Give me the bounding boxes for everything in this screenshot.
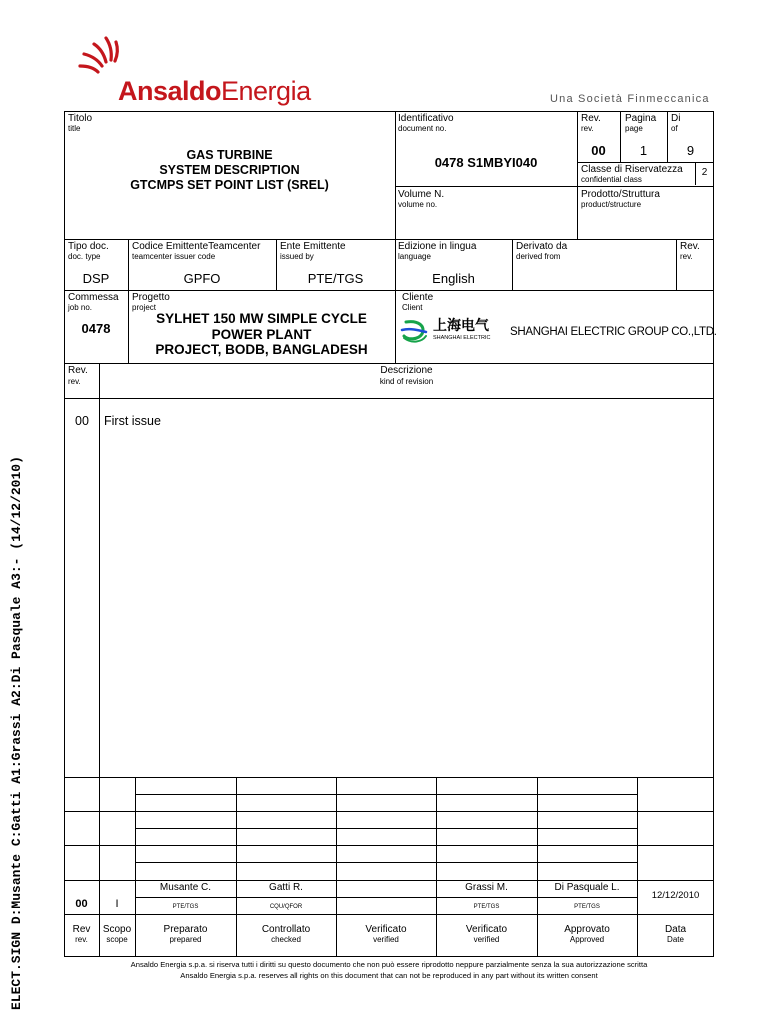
sig-rev-label: Rev rev. — [72, 924, 91, 944]
issued-by-label: issued by — [280, 252, 314, 261]
derived-from-label: derived from — [516, 252, 561, 261]
derivato-label: Derivato da — [516, 241, 568, 252]
verified-2-name: Grassi M. — [465, 882, 508, 893]
job-no-value: 0478 — [81, 321, 111, 336]
document-no-label: document no. — [398, 124, 447, 133]
volume-label-en: volume no. — [398, 200, 438, 209]
sig-date-label: Data Date — [664, 924, 687, 944]
cliente-label: Cliente — [402, 292, 434, 303]
kind-of-revision-label: kind of revision — [379, 377, 434, 386]
signature-scope-value: I — [115, 898, 119, 910]
rev-column-label-en: rev. — [68, 377, 81, 386]
ente-label: Ente Emittente — [280, 241, 346, 252]
page-label-en: page — [625, 124, 643, 133]
language-value: English — [432, 271, 475, 286]
prodotto-label: Prodotto/Struttura — [581, 189, 660, 200]
title-label-en: title — [68, 124, 81, 133]
electronic-signature-stamp: ELECT.SIGN D:Musante C:Gatti A1:Grassi A2:Di Pasquale A3:- (14/12/2010) — [9, 456, 24, 1010]
logo-swoosh-icon — [76, 34, 130, 82]
document-number: 0478 S1MBYI040 — [434, 155, 538, 170]
issuer-code-value: GPFO — [183, 271, 221, 286]
prepared-by-name: Musante C. — [159, 882, 212, 893]
issued-by-value: PTE/TGS — [307, 271, 364, 286]
tagline: Una Società Finmeccanica — [550, 93, 710, 105]
client-logo-english: SHANGHAI ELECTRIC — [433, 335, 491, 341]
signature-date: 12/12/2010 — [651, 890, 700, 901]
doc-type-value: DSP — [82, 271, 110, 286]
verified-2-dept: PTE/TGS — [473, 904, 500, 910]
client-label-en: Client — [402, 303, 423, 312]
rev-value: 00 — [591, 143, 606, 158]
project-label-en: project — [132, 303, 157, 312]
pagina-label: Pagina — [625, 113, 657, 124]
revision-entry-rev: 00 — [75, 414, 89, 428]
sig-verified-2-label: Verificato verified — [465, 924, 508, 944]
di-label: Di — [671, 113, 681, 124]
tipo-doc-label: Tipo doc. — [68, 241, 109, 252]
job-no-label: job no. — [68, 303, 93, 312]
client-logo — [400, 318, 510, 348]
rev-label-en: rev. — [581, 124, 594, 133]
product-structure-label: product/structure — [581, 200, 642, 209]
page-value: 1 — [639, 143, 648, 158]
sig-approved-label: Approvato Approved — [564, 924, 610, 944]
company-name: AnsaldoEnergia — [118, 76, 311, 106]
sig-verified-1-label: Verificato verified — [365, 924, 407, 944]
shanghai-electric-logo-icon — [400, 318, 430, 346]
sig-checked-label: Controllato checked — [261, 924, 311, 944]
revision-entry-description: First issue — [104, 414, 161, 428]
progetto-label: Progetto — [132, 292, 170, 303]
titolo-label: Titolo — [68, 113, 93, 124]
footer-copyright-en: Ansaldo Energia s.p.a. reserves all rights on this document that can not be reproduced in any part without its written consent — [180, 971, 598, 980]
codice-label: Codice EmittenteTeamcenter — [132, 241, 261, 252]
rev2-label-en: rev. — [680, 252, 693, 261]
identificativo-label: Identificativo — [398, 113, 454, 124]
prepared-by-dept: PTE/TGS — [172, 904, 199, 910]
checked-by-name: Gatti R. — [269, 882, 303, 893]
volume-label: Volume N. — [398, 189, 445, 200]
issuer-code-label: teamcenter issuer code — [132, 252, 216, 261]
confidential-class-label: confidential class — [581, 175, 642, 184]
classe-label: Classe di Riservatezza — [581, 164, 683, 175]
doc-type-label: doc. type — [68, 252, 101, 261]
client-logo-chinese: 上海电气 — [433, 318, 489, 334]
language-label: language — [398, 252, 431, 261]
document-title: GAS TURBINE SYSTEM DESCRIPTION GTCMPS SET POINT LIST (SREL) — [130, 148, 329, 192]
of-value: 9 — [686, 143, 695, 158]
rev-label: Rev. — [581, 113, 601, 124]
of-label-en: of — [671, 124, 678, 133]
approved-by-name: Di Pasquale L. — [554, 882, 620, 893]
confidential-class-value: 2 — [701, 167, 708, 178]
client-name: SHANGHAI ELECTRIC GROUP CO.,LTD. — [510, 326, 717, 338]
descrizione-label: Descrizione — [380, 365, 433, 376]
commessa-label: Commessa — [68, 292, 119, 303]
checked-by-dept: CQU/QFOR — [269, 904, 303, 910]
revision-table-body — [64, 398, 714, 778]
rev-column-label: Rev. — [68, 365, 88, 376]
project-name: SYLHET 150 MW SIMPLE CYCLE POWER PLANT PROJECT, BODB, BANGLADESH — [155, 311, 368, 357]
lingua-label: Edizione in lingua — [398, 241, 477, 252]
signature-rev-value: 00 — [75, 898, 88, 910]
sig-scope-label: Scopo scope — [102, 924, 132, 944]
approved-by-dept: PTE/TGS — [574, 904, 600, 910]
sig-prepared-label: Preparato prepared — [163, 924, 208, 944]
company-logo — [74, 34, 311, 106]
footer-copyright-it: Ansaldo Energia s.p.a. si riserva tutti i diritti su questo documento che non può essere riprodotto neppure parzialmente senza la sua autorizzazione scritta — [130, 960, 648, 969]
rev2-label: Rev. — [680, 241, 700, 252]
